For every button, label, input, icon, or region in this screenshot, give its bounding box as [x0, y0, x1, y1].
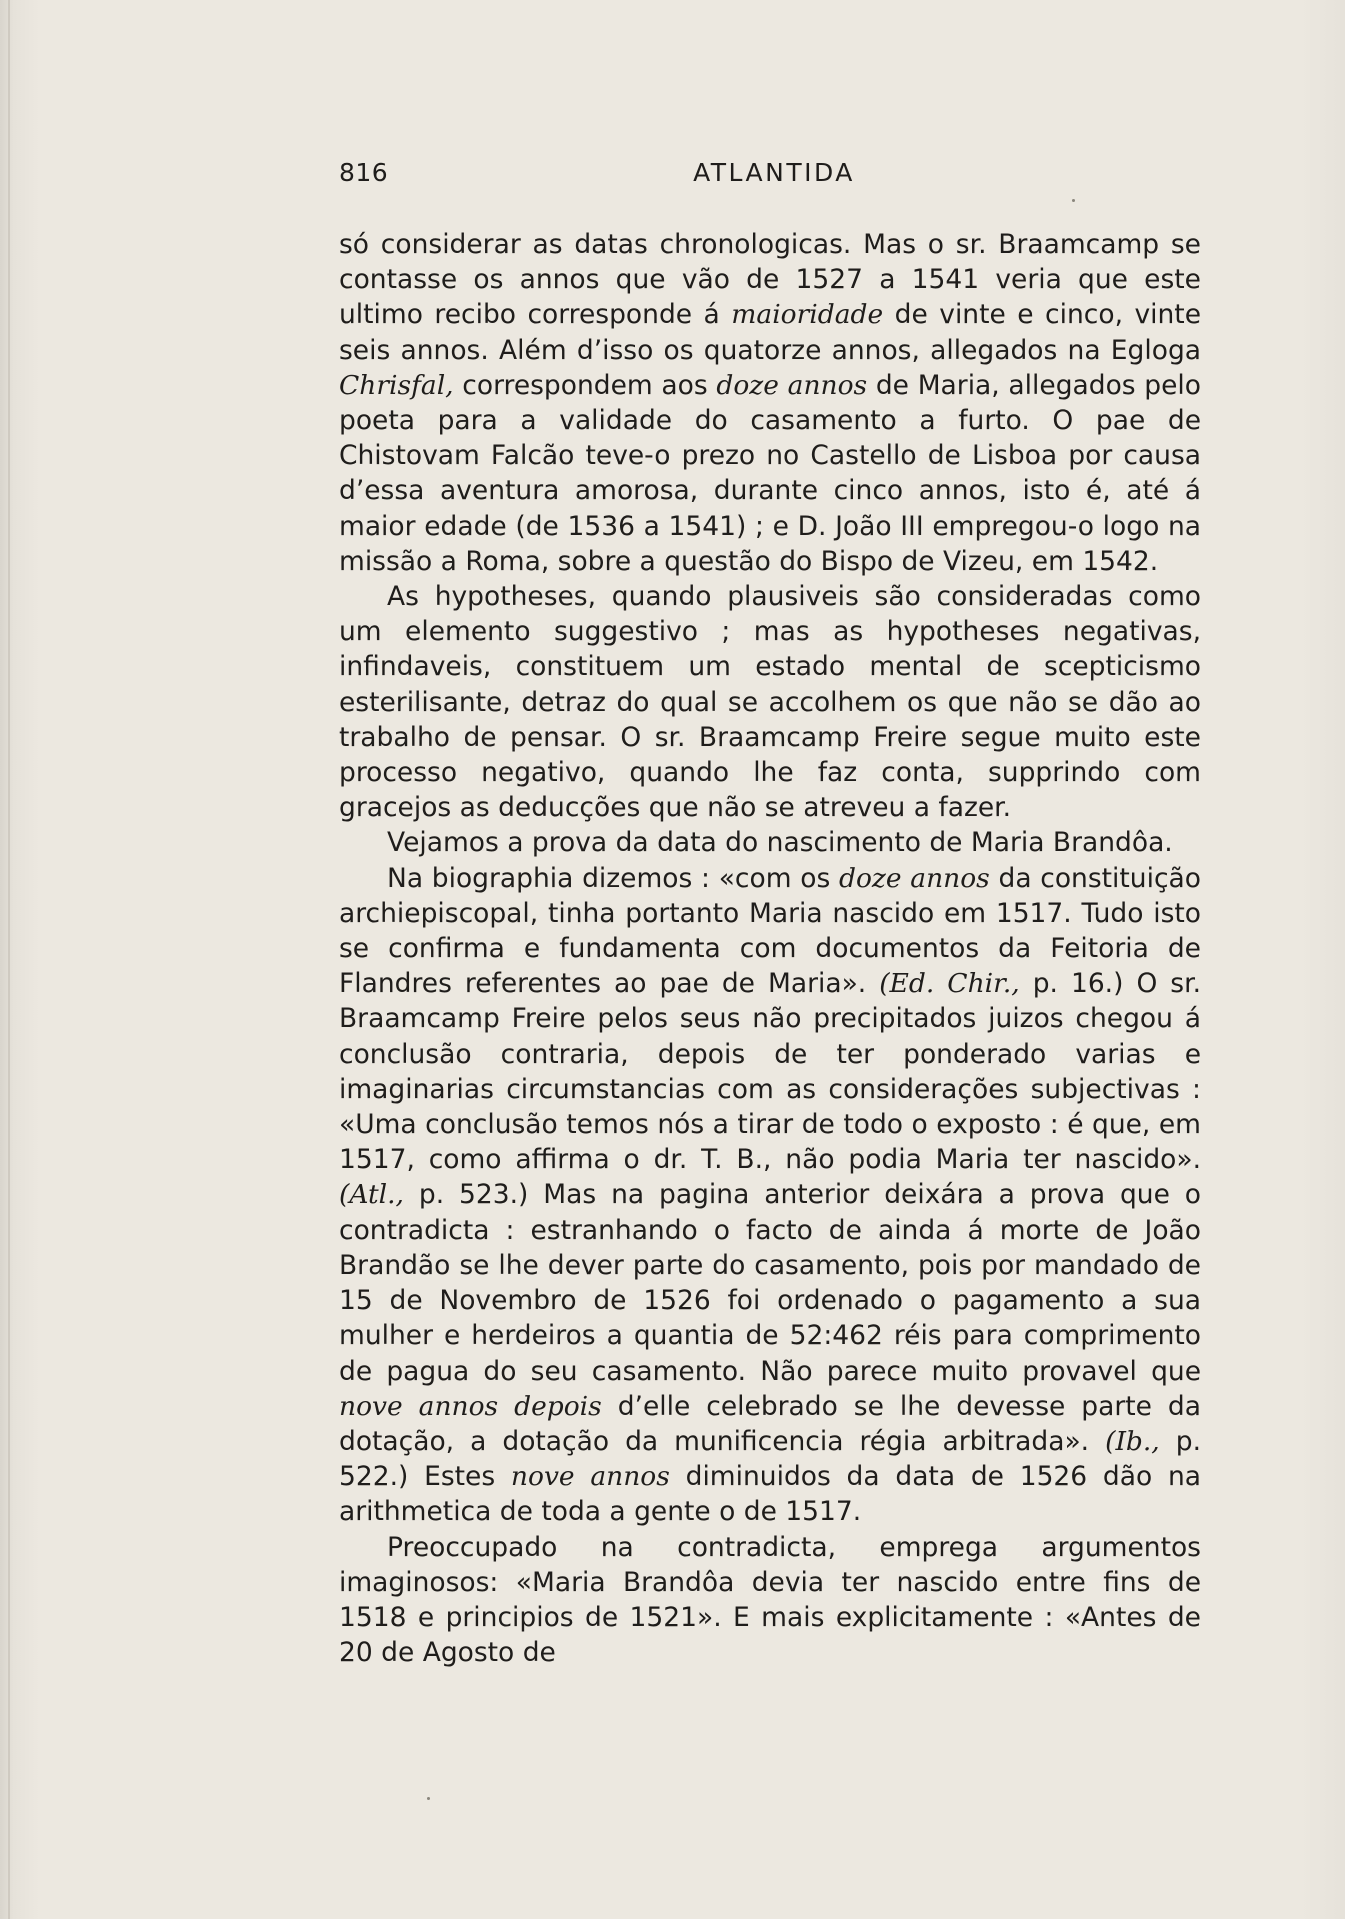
- italic-text: maioridade: [731, 299, 884, 331]
- text-run: só considerar as datas chronologicas. Mas o sr. Braamcamp se contasse os annos que vão de 1527 a 1541 veria que este ultimo recibo corresponde á: [339, 229, 1201, 331]
- italic-text: nove annos depois: [339, 1390, 602, 1422]
- italic-text: doze annos: [716, 369, 868, 401]
- text-run: d’elle celebrado se lhe devesse parte da dotação, a dotação da munificencia régia arbitrada».: [339, 1390, 1201, 1457]
- text-run: correspondem aos: [453, 369, 717, 401]
- text-run: de vinte e cinco, vinte seis annos. Além d’isso os quatorze annos, allegados na Egloga: [339, 299, 1201, 366]
- italic-text: doze annos: [838, 862, 990, 894]
- page-edge: [8, 0, 10, 1919]
- page-number: 816: [339, 158, 389, 187]
- text-run: As hypotheses, quando plausiveis são consideradas como um elemento suggestivo ; mas as hypotheses negativas, infindaveis, constituem um estado mental de scepticismo esterilisante, detraz do qual se accolhem os que não se dão ao trabalho de pensar. O sr. Braamcamp Freire segue muito este processo negativo, quando lhe faz conta, supprindo com gracejos as deducções que não se atreveu a fazer.: [339, 581, 1201, 824]
- italic-text: (Ed. Chir.,: [879, 968, 1020, 1000]
- running-title: ATLANTIDA: [693, 158, 855, 187]
- italic-text: (Ib.,: [1105, 1425, 1160, 1457]
- text-run: p. 523.) Mas na pagina anterior deixára a prova que o contradicta : estranhando o facto de ainda á morte de João Brandão se lhe dever parte do casamento, pois por mandado de 15 de Novembro de 1526 foi ordenado o pagamento a sua mulher e herdeiros a quantia de 52:462 réis para comprimento de pagua do seu casamento. Não parece muito provavel que: [339, 1179, 1201, 1387]
- body-text: [339, 227, 1201, 1670]
- text-run: Preoccupado na contradicta, emprega argumentos imaginosos: «Maria Brandôa devia ter nascido entre fins de 1518 e principios de 1521». E mais explicitamente : «Antes de 20 de Agosto de: [339, 1531, 1201, 1669]
- paragraph-2: [339, 579, 1201, 825]
- italic-text: (Atl.,: [339, 1179, 404, 1211]
- paper-speck: [1072, 199, 1075, 202]
- text-run: p. 16.) O sr. Braamcamp Freire pelos seus não precipitados juizos chegou á conclusão contraria, depois de ter ponderado varias e imaginarias circumstancias com as considerações subjectivas : «Uma conclusão temos nós a tirar de todo o exposto : é que, em 1517, como affirma o dr. T. B., não podia Maria ter nascido».: [339, 968, 1201, 1176]
- paragraph-1: [339, 227, 1201, 579]
- text-run: p. 522.) Estes: [339, 1425, 1201, 1493]
- text-run: Na biographia dizemos : «com os: [387, 862, 839, 894]
- paragraph-5: [339, 1530, 1201, 1671]
- text-run: da constituição archiepiscopal, tinha portanto Maria nascido em 1517. Tudo isto se confirma e fundamenta com documentos da Feitoria de Flandres referentes ao pae de Maria».: [339, 862, 1201, 1000]
- italic-text: Chrisfal,: [339, 369, 454, 401]
- text-run: Vejamos a prova da data do nascimento de Maria Brandôa.: [387, 827, 1173, 859]
- text-run: de Maria, allegados pelo poeta para a validade do casamento a furto. O pae de Chistovam Falcão teve-o prezo no Castello de Lisboa por causa d’essa aventura amorosa, durante cinco annos, isto é, até á maior edade (de 1536 a 1541) ; e D. João III empregou-o logo na missão a Roma, sobre a questão do Bispo de Vizeu, em 1542.: [339, 369, 1202, 577]
- text-run: diminuidos da data de 1526 dão na arithmetica de toda a gente o de 1517.: [339, 1461, 1201, 1528]
- paragraph-4: [339, 861, 1201, 1530]
- paragraph-3: [339, 825, 1201, 860]
- paper-speck: [427, 1797, 430, 1800]
- italic-text: nove annos: [510, 1461, 670, 1493]
- page-header: [339, 158, 1209, 198]
